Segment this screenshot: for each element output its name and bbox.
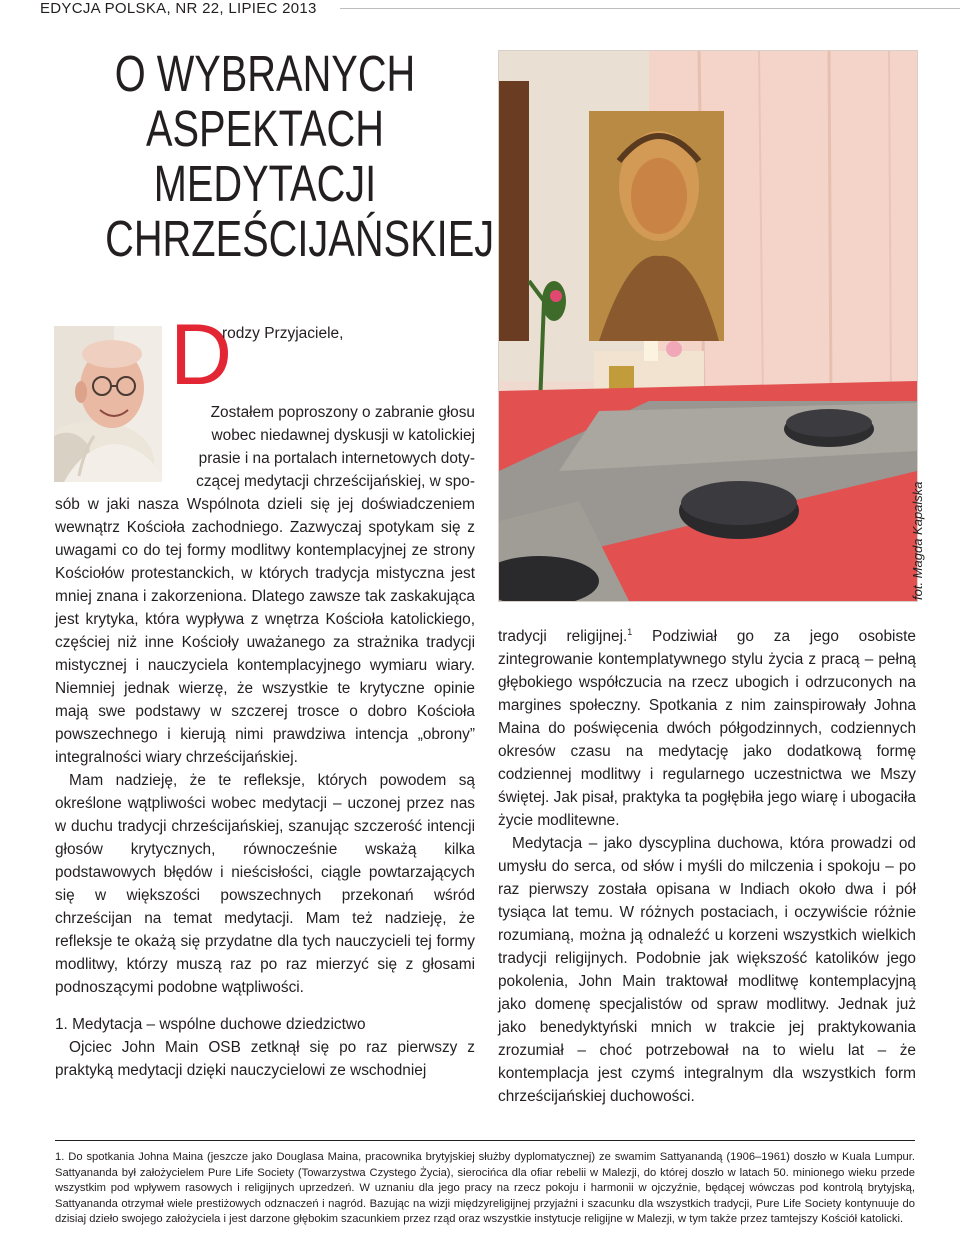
paragraph: Ojciec John Main OSB zetknął się po raz pierwszy z praktyką medytacji dzięki nauczycielowi ze wschodniej [55,1039,475,1079]
text-line: czącej medytacji chrześcijańskiej, w spo- [196,473,475,490]
text-line: prasie i na portalach internetowych doty- [198,450,475,467]
paragraph: sób w jaki nasza Wspólnota dzieli się jej doświadczeniem wewnątrz Kościoła zachodniego. Zazwyczaj spotykam się z uwagami co do tej formy modlitwy kontemplacyjnej ze strony Kościołów protestanckich, w których tradycja mistyczna jest mniej znana i zakorzeniona. Dlatego zawsze tak zaskakująca jest krytyka, która wypływa z wnętrza Kościoła katolickiego, częściej niż inne Kościoły uważanego za strażnika tradycji mistycznej i nauczyciela kontemplacyjnego wymiaru wiary. Niemniej jednak wierzę, że wszystkie te krytyczne opinie mają swe podstawy w szczerej trosce o dobro Kościoła powszechnego i kierują nimi prawdziwa intencja „obrony” integralności wiary chrześcijańskiej. [55,496,475,766]
paragraph-rest: Podziwiał go za jego osobiste zintegrowanie kontemplatywnego stylu życia z pracą – pełną głębokiego współczucia na rzecz ubogich i odrzuconych na margines społeczny. Spotkania z nim zainspirowały Johna Maina do poświęcenia dwóch półgodzinnych, codziennych okresów czasu na medytację jako dodatkową formę codziennej modlitwy i regularnego uczestnictwa we Mszy świętej. Jak pisał, praktyka ta pogłębiła jego wiarę i ubogaciła życie modlitewne. [498,628,916,829]
title-line: ASPEKTACH [145,100,384,157]
paragraph: Mam nadzieję, że te refleksje, których powodem są określone wątpliwości wobec medytacji – uczonej przez nas w duchu tradycji chrześcijańskiej, szanując szczerość intencji głosów krytycznych, równocześnie wskażą kilka podstawowych błędów i nieścisłości, ciągle powtarzających się w większości powszechnych przekonań wśród chrześcijan na temat medytacji. Mam też nadzieję, że refleksje te okażą się przydatne dla tych nauczycieli tej formy modlitwy, którzy muszą raz po raz mierzyć się z głosami podnoszącymi podobne wątpliwości. [55,772,475,996]
paragraph: Medytacja – jako dyscyplina duchowa, która prowadzi od umysłu do serca, od słów i myśli do milczenia i spokoju – po raz pierwszy została opisana w Indiach około dwa i pół tysiąca lat temu. W różnych postaciach, i oczywiście różnie rozumianą, można ją odnaleźć u korzeni wszystkich wielkich tradycji religijnych. Podobnie jak większość katolików jego pokolenia, John Main traktował modlitwę kontemplacyjną jako domenę specjalistów od spraw modlitwy. Jednak już jako benedyktyński mnich w trakcie jej praktykowania zrozumiał – choć potrzebował na to wielu lat – że kontemplacja jest czymś integralnym dla wszystkich form chrześcijańskiej duchowości. [498,835,916,1105]
footnote-rule [55,1140,915,1141]
right-column [498,625,916,1108]
salutation: rodzy Przyjaciele, [222,325,344,342]
issue-header: EDYCJA POLSKA, NR 22, LIPIEC 2013 [40,0,317,17]
paragraph [498,625,916,832]
article-title [105,45,495,267]
section-heading: 1. Medytacja – wspólne duchowe dziedzictwo [55,1016,366,1033]
title-line: CHRZEŚCIJAŃSKIEJ [105,210,495,267]
left-column [55,401,475,1082]
drop-cap: D [170,307,233,403]
paragraph-start: tradycji religijnej. [498,628,628,645]
text-line: wobec niedawnej dyskusji w katolickiej [211,427,475,444]
photo-credit: fot. Magda Kapalska [910,481,925,600]
chapel-photo [498,50,918,602]
title-line: MEDYTACJI [153,155,377,212]
title-line: O WYBRANYCH [114,45,416,102]
text-line: Zostałem poproszony o zabranie głosu [210,404,475,421]
header-rule [340,8,960,9]
footnote: 1. Do spotkania Johna Maina (jeszcze jako Douglasa Maina, pracownika brytyjskiej służby dyplomatycznej) ze swamim Sattyanandą (1906–1961) doszło w Kuala Lumpur. Sattyananda był założycielem Pure Life Society (Towarzystwa Czystego Życia), sierocińca dla ofiar rebelii w Malezji, do której doszło w latach 50. minionego wieku przede wszystkim pod wpływem rasowych i religijnych uprzedzeń. W uznaniu dla jego pracy na rzecz pokoju i harmonii w ojczyźnie, będącej wówczas pod kontrolą brytyjską, Sattyananda otrzymał wiele prestiżowych odznaczeń i nagród. Bazując na wizji międzyreligijnej przyjaźni i szacunku dla wszystkich tradycji, Pure Life Society kontynuuje do dzisiaj dzieło swojego założyciela i jest darzone głębokim szacunkiem przez rząd oraz wszystkie instytucje religijne w Malezji, w tym także przez tamtejszy Kościół katolicki. [55,1151,915,1226]
footnote-ref: 1 [627,626,633,637]
